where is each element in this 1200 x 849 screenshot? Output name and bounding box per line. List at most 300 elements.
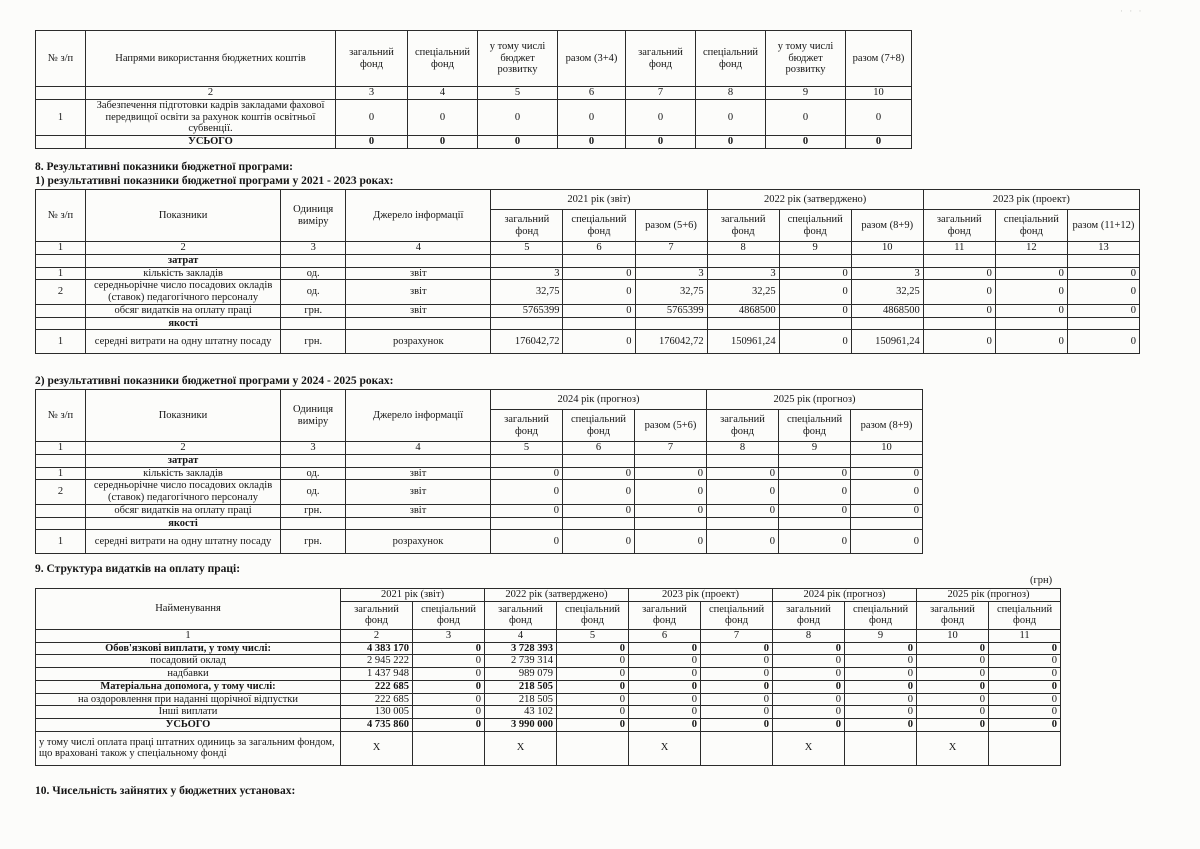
- table-cell: на оздоровлення при наданні щорічної відпустки: [36, 693, 341, 706]
- table-cell: звіт: [346, 504, 491, 517]
- table-cell: 0: [1067, 267, 1139, 280]
- table-cell: 0: [563, 504, 635, 517]
- table-cell: [281, 317, 346, 330]
- directions-table: [35, 30, 912, 149]
- column-header-source: Джерело інформації: [346, 390, 491, 442]
- table-cell: 5765399: [635, 304, 707, 317]
- table-cell: 0: [766, 99, 846, 135]
- table-cell: 32,75: [635, 280, 707, 305]
- table-cell: 0: [413, 642, 485, 655]
- table-cell: 0: [846, 99, 912, 135]
- table-cell: 0: [851, 504, 923, 517]
- table-row: [36, 680, 1061, 693]
- table-cell: 0: [779, 330, 851, 354]
- table-cell: 0: [917, 693, 989, 706]
- table-cell: [281, 454, 346, 467]
- table-cell: 0: [701, 655, 773, 668]
- table-cell: 0: [336, 99, 408, 135]
- table-cell: 0: [413, 668, 485, 681]
- table-cell: грн.: [281, 304, 346, 317]
- table-cell: 0: [626, 136, 696, 149]
- table-cell: 0: [845, 642, 917, 655]
- table-cell: 8: [773, 629, 845, 642]
- table-cell: 0: [779, 304, 851, 317]
- table-cell: 0: [408, 136, 478, 149]
- table-cell: 4868500: [851, 304, 923, 317]
- table-cell: 2: [341, 629, 413, 642]
- column-header-total-7-8: разом (7+8): [846, 31, 912, 87]
- table-cell: X: [917, 731, 989, 765]
- column-header-indicators: Показники: [86, 190, 281, 242]
- table-cell: 3: [281, 442, 346, 455]
- table-cell: 1: [36, 330, 86, 354]
- table-cell: [635, 454, 707, 467]
- table-cell: 0: [851, 467, 923, 480]
- table-cell: 6: [563, 442, 635, 455]
- table-header-row: [36, 31, 912, 87]
- table-cell: [36, 317, 86, 330]
- table-cell: 0: [773, 680, 845, 693]
- table-cell: 9: [766, 87, 846, 100]
- table-row: [36, 706, 1061, 719]
- table-row: [36, 267, 1140, 280]
- table-cell: 13: [1067, 242, 1139, 255]
- column-header-special-fund: спеціальний фонд: [563, 210, 635, 242]
- table-row: [36, 642, 1061, 655]
- table-cell: [36, 254, 86, 267]
- table-cell: 10: [917, 629, 989, 642]
- table-cell: середньорічне число посадових окладів (ставок) педагогічного персоналу: [86, 280, 281, 305]
- table-cell: [557, 731, 629, 765]
- table-row: [36, 254, 1140, 267]
- table-cell: 9: [845, 629, 917, 642]
- table-cell: 0: [629, 706, 701, 719]
- table-cell: 1: [36, 530, 86, 554]
- table-cell: 8: [707, 242, 779, 255]
- table-cell: [563, 317, 635, 330]
- column-header-total-5-6: разом (5+6): [635, 210, 707, 242]
- table-cell: 3: [851, 267, 923, 280]
- table-cell: 0: [629, 668, 701, 681]
- table-row: [36, 136, 912, 149]
- year-group-2023: 2023 рік (проект): [629, 589, 773, 602]
- table-cell: [851, 254, 923, 267]
- table-row: [36, 330, 1140, 354]
- table-row: [36, 442, 923, 455]
- column-header-directions: Напрями використання бюджетних коштів: [86, 31, 336, 87]
- table-cell: од.: [281, 267, 346, 280]
- table-cell: 130 005: [341, 706, 413, 719]
- table-cell: [281, 517, 346, 530]
- column-header-total-8-9: разом (8+9): [851, 410, 923, 442]
- table-cell: [36, 517, 86, 530]
- table-cell: 9: [779, 242, 851, 255]
- table-cell: 2: [86, 87, 336, 100]
- table-cell: [281, 254, 346, 267]
- table-cell: 0: [563, 480, 635, 505]
- results-table-2024-2025: [35, 389, 923, 554]
- table-cell: 0: [478, 136, 558, 149]
- table-cell: 1: [36, 442, 86, 455]
- table-cell: [1067, 317, 1139, 330]
- table-cell: 32,75: [491, 280, 563, 305]
- table-cell: посадовий оклад: [36, 655, 341, 668]
- table-cell: 0: [491, 467, 563, 480]
- table-cell: [491, 517, 563, 530]
- section-10-heading: 10. Чисельність зайнятих у бюджетних установах:: [35, 785, 296, 797]
- table-cell: 2: [86, 442, 281, 455]
- column-header-general-fund: загальний фонд: [773, 601, 845, 629]
- results-2021-2023-body: [36, 242, 1140, 354]
- table-cell: обсяг видатків на оплату праці: [86, 504, 281, 517]
- table-cell: середні витрати на одну штатну посаду: [86, 530, 281, 554]
- table-cell: 0: [701, 680, 773, 693]
- table-cell: Обов'язкові виплати, у тому числі:: [36, 642, 341, 655]
- column-header-general-fund: загальний фонд: [491, 210, 563, 242]
- table-cell: 0: [557, 706, 629, 719]
- table-cell: 0: [701, 668, 773, 681]
- year-group-2021: 2021 рік (звіт): [341, 589, 485, 602]
- table-cell: 0: [701, 693, 773, 706]
- table-cell: 0: [995, 330, 1067, 354]
- table-cell: од.: [281, 467, 346, 480]
- table-cell: 0: [701, 642, 773, 655]
- table-cell: 0: [413, 693, 485, 706]
- table-row: [36, 504, 923, 517]
- table-cell: 0: [845, 680, 917, 693]
- table-cell: 0: [779, 480, 851, 505]
- table-cell: [413, 731, 485, 765]
- table-cell: 0: [779, 504, 851, 517]
- table-cell: 0: [989, 668, 1061, 681]
- table-cell: 0: [779, 467, 851, 480]
- table-cell: 0: [923, 267, 995, 280]
- column-header-special-fund: спеціальний фонд: [563, 410, 635, 442]
- table-cell: 0: [635, 530, 707, 554]
- table-cell: 0: [629, 655, 701, 668]
- uah-unit-note: (грн): [1030, 575, 1053, 586]
- column-header-general-fund: загальний фонд: [485, 601, 557, 629]
- table-cell: [36, 304, 86, 317]
- table-cell: 0: [773, 668, 845, 681]
- column-header-special-fund: спеціальний фонд: [696, 31, 766, 87]
- table-cell: [989, 731, 1061, 765]
- table-cell: 0: [779, 530, 851, 554]
- table-cell: 0: [707, 480, 779, 505]
- table-row: [36, 242, 1140, 255]
- table-cell: 1: [36, 629, 341, 642]
- table-cell: 32,25: [851, 280, 923, 305]
- table-cell: 4868500: [707, 304, 779, 317]
- column-header-total-3-4: разом (3+4): [558, 31, 626, 87]
- table-cell: 4 383 170: [341, 642, 413, 655]
- table-cell: 0: [773, 655, 845, 668]
- table-cell: X: [485, 731, 557, 765]
- column-header-special-fund: спеціальний фонд: [779, 410, 851, 442]
- table-cell: 0: [845, 668, 917, 681]
- table-row: [36, 693, 1061, 706]
- table-cell: 7: [701, 629, 773, 642]
- column-header-total-11-12: разом (11+12): [1067, 210, 1139, 242]
- table-cell: 0: [558, 99, 626, 135]
- table-cell: 0: [851, 530, 923, 554]
- column-header-general-fund: загальний фонд: [707, 210, 779, 242]
- table-cell: [635, 517, 707, 530]
- table-row: [36, 99, 912, 135]
- scan-artifact-dots: · · ·: [1120, 6, 1144, 16]
- table-cell: 7: [626, 87, 696, 100]
- table-cell: 1 437 948: [341, 668, 413, 681]
- table-cell: 3: [707, 267, 779, 280]
- table-cell: 2 945 222: [341, 655, 413, 668]
- table-cell: 989 079: [485, 668, 557, 681]
- table-cell: 0: [773, 693, 845, 706]
- table-cell: 4: [346, 242, 491, 255]
- table-cell: 10: [851, 442, 923, 455]
- table-cell: [36, 454, 86, 467]
- column-header-special-fund: спеціальний фонд: [557, 601, 629, 629]
- table-cell: 0: [779, 267, 851, 280]
- table-row: [36, 530, 923, 554]
- table-cell: 0: [989, 655, 1061, 668]
- table-cell: 0: [707, 467, 779, 480]
- table-cell: 218 505: [485, 693, 557, 706]
- table-cell: 3: [336, 87, 408, 100]
- column-header-unit: Одиниця виміру: [281, 190, 346, 242]
- table-cell: [491, 317, 563, 330]
- table-cell: [923, 317, 995, 330]
- table-cell: X: [341, 731, 413, 765]
- table-cell: 4: [346, 442, 491, 455]
- table-cell: 6: [563, 242, 635, 255]
- table-cell: 0: [413, 655, 485, 668]
- table-cell: розрахунок: [346, 330, 491, 354]
- column-header-num: № з/п: [36, 31, 86, 87]
- year-group-2022: 2022 рік (затверджено): [707, 190, 923, 210]
- salary-structure-table: [35, 588, 1061, 766]
- table-cell: Матеріальна допомога, у тому числі:: [36, 680, 341, 693]
- directions-table-body: [36, 87, 912, 149]
- table-cell: 0: [1067, 330, 1139, 354]
- table-cell: УСЬОГО: [36, 719, 341, 732]
- table-cell: 0: [557, 680, 629, 693]
- table-cell: 176042,72: [491, 330, 563, 354]
- table-cell: [845, 731, 917, 765]
- column-header-special-fund: спеціальний фонд: [779, 210, 851, 242]
- table-cell: 0: [557, 642, 629, 655]
- table-cell: [491, 454, 563, 467]
- table-cell: 4: [408, 87, 478, 100]
- table-cell: [851, 317, 923, 330]
- table-cell: 176042,72: [635, 330, 707, 354]
- table-cell: звіт: [346, 304, 491, 317]
- year-group-2024: 2024 рік (прогноз): [773, 589, 917, 602]
- table-cell: 3: [635, 267, 707, 280]
- table-cell: [707, 254, 779, 267]
- table-cell: 0: [629, 680, 701, 693]
- table-cell: 0: [917, 668, 989, 681]
- table-row: [36, 304, 1140, 317]
- table-row: [36, 87, 912, 100]
- table-cell: 0: [773, 642, 845, 655]
- table-cell: 8: [696, 87, 766, 100]
- table-cell: 150961,24: [851, 330, 923, 354]
- table-cell: 11: [989, 629, 1061, 642]
- table-cell: 0: [845, 719, 917, 732]
- table-header-row: [36, 589, 1061, 602]
- table-cell: [36, 87, 86, 100]
- table-cell: 7: [635, 242, 707, 255]
- table-cell: [701, 731, 773, 765]
- table-cell: 0: [923, 280, 995, 305]
- table-cell: 8: [707, 442, 779, 455]
- table-row: [36, 629, 1061, 642]
- subsection-8-2-heading: 2) результативні показники бюджетної програми у 2024 - 2025 роках:: [35, 375, 394, 387]
- table-cell: затрат: [86, 454, 281, 467]
- table-cell: [923, 254, 995, 267]
- column-header-special-fund: спеціальний фонд: [408, 31, 478, 87]
- table-cell: 0: [1067, 280, 1139, 305]
- table-cell: 0: [917, 655, 989, 668]
- table-cell: звіт: [346, 267, 491, 280]
- table-cell: 1: [36, 242, 86, 255]
- table-cell: Інші виплати: [36, 706, 341, 719]
- table-cell: 0: [989, 693, 1061, 706]
- table-cell: 0: [629, 693, 701, 706]
- table-cell: 0: [563, 330, 635, 354]
- table-cell: 0: [701, 719, 773, 732]
- table-cell: [635, 317, 707, 330]
- table-cell: 7: [635, 442, 707, 455]
- table-cell: 10: [851, 242, 923, 255]
- table-cell: [563, 454, 635, 467]
- column-header-special-fund: спеціальний фонд: [701, 601, 773, 629]
- table-cell: [563, 517, 635, 530]
- table-row: [36, 668, 1061, 681]
- table-row: [36, 480, 923, 505]
- table-cell: [346, 254, 491, 267]
- table-cell: 0: [491, 530, 563, 554]
- table-cell: 9: [779, 442, 851, 455]
- table-cell: Забезпечення підготовки кадрів закладами фахової передвищої освіти за рахунок коштів освітньої субвенції.: [86, 99, 336, 135]
- table-cell: середні витрати на одну штатну посаду: [86, 330, 281, 354]
- table-cell: 0: [635, 504, 707, 517]
- table-cell: 0: [626, 99, 696, 135]
- table-cell: 43 102: [485, 706, 557, 719]
- table-cell: 3 728 393: [485, 642, 557, 655]
- table-cell: кількість закладів: [86, 467, 281, 480]
- table-cell: X: [773, 731, 845, 765]
- year-group-2021: 2021 рік (звіт): [491, 190, 707, 210]
- year-group-2025: 2025 рік (прогноз): [917, 589, 1061, 602]
- table-cell: 0: [995, 304, 1067, 317]
- table-cell: УСЬОГО: [86, 136, 336, 149]
- table-cell: 0: [845, 706, 917, 719]
- table-cell: звіт: [346, 280, 491, 305]
- table-cell: од.: [281, 280, 346, 305]
- table-cell: 218 505: [485, 680, 557, 693]
- table-cell: якості: [86, 517, 281, 530]
- table-cell: 12: [995, 242, 1067, 255]
- table-cell: грн.: [281, 330, 346, 354]
- year-group-2022: 2022 рік (затверджено): [485, 589, 629, 602]
- table-cell: 0: [635, 480, 707, 505]
- table-cell: [779, 254, 851, 267]
- table-cell: [851, 517, 923, 530]
- table-cell: 4: [485, 629, 557, 642]
- table-cell: 0: [779, 280, 851, 305]
- table-cell: [36, 504, 86, 517]
- table-cell: 1: [36, 467, 86, 480]
- table-cell: 0: [923, 330, 995, 354]
- table-cell: 2 739 314: [485, 655, 557, 668]
- column-header-num: № з/п: [36, 390, 86, 442]
- column-header-dev-budget: у тому числі бюджет розвитку: [478, 31, 558, 87]
- table-cell: затрат: [86, 254, 281, 267]
- table-row: [36, 454, 923, 467]
- table-cell: 0: [766, 136, 846, 149]
- column-header-name: Найменування: [36, 589, 341, 630]
- column-header-general-fund: загальний фонд: [626, 31, 696, 87]
- table-cell: 0: [563, 280, 635, 305]
- table-cell: 6: [629, 629, 701, 642]
- subsection-8-1-heading: 1) результативні показники бюджетної програми у 2021 - 2023 роках:: [35, 175, 394, 187]
- table-cell: 0: [635, 467, 707, 480]
- column-header-special-fund: спеціальний фонд: [995, 210, 1067, 242]
- table-cell: [36, 136, 86, 149]
- column-header-special-fund: спеціальний фонд: [989, 601, 1061, 629]
- table-cell: 0: [563, 467, 635, 480]
- table-cell: 0: [563, 530, 635, 554]
- table-cell: 0: [629, 719, 701, 732]
- table-cell: 0: [917, 680, 989, 693]
- table-cell: обсяг видатків на оплату праці: [86, 304, 281, 317]
- table-cell: 0: [917, 706, 989, 719]
- table-cell: 0: [696, 136, 766, 149]
- column-header-total-8-9: разом (8+9): [851, 210, 923, 242]
- table-row: [36, 517, 923, 530]
- table-cell: 0: [995, 280, 1067, 305]
- table-cell: розрахунок: [346, 530, 491, 554]
- table-row: [36, 719, 1061, 732]
- table-cell: 0: [413, 706, 485, 719]
- table-row: [36, 317, 1140, 330]
- table-cell: 0: [629, 642, 701, 655]
- table-cell: 0: [989, 642, 1061, 655]
- column-header-general-fund: загальний фонд: [341, 601, 413, 629]
- table-cell: 0: [563, 304, 635, 317]
- table-cell: [995, 317, 1067, 330]
- table-cell: 0: [923, 304, 995, 317]
- column-header-unit: Одиниця виміру: [281, 390, 346, 442]
- section-9-heading: 9. Структура видатків на оплату праці:: [35, 563, 241, 575]
- table-cell: 5: [478, 87, 558, 100]
- results-table-2021-2023: [35, 189, 1140, 354]
- table-row: [36, 655, 1061, 668]
- table-row: [36, 280, 1140, 305]
- table-cell: звіт: [346, 480, 491, 505]
- column-header-general-fund: загальний фонд: [629, 601, 701, 629]
- table-cell: 2: [36, 280, 86, 305]
- table-cell: середньорічне число посадових окладів (ставок) педагогічного персоналу: [86, 480, 281, 505]
- table-cell: 0: [851, 480, 923, 505]
- year-group-2023: 2023 рік (проект): [923, 190, 1139, 210]
- table-cell: [779, 454, 851, 467]
- table-cell: 0: [557, 668, 629, 681]
- table-cell: 1: [36, 267, 86, 280]
- table-cell: надбавки: [36, 668, 341, 681]
- table-cell: 5: [557, 629, 629, 642]
